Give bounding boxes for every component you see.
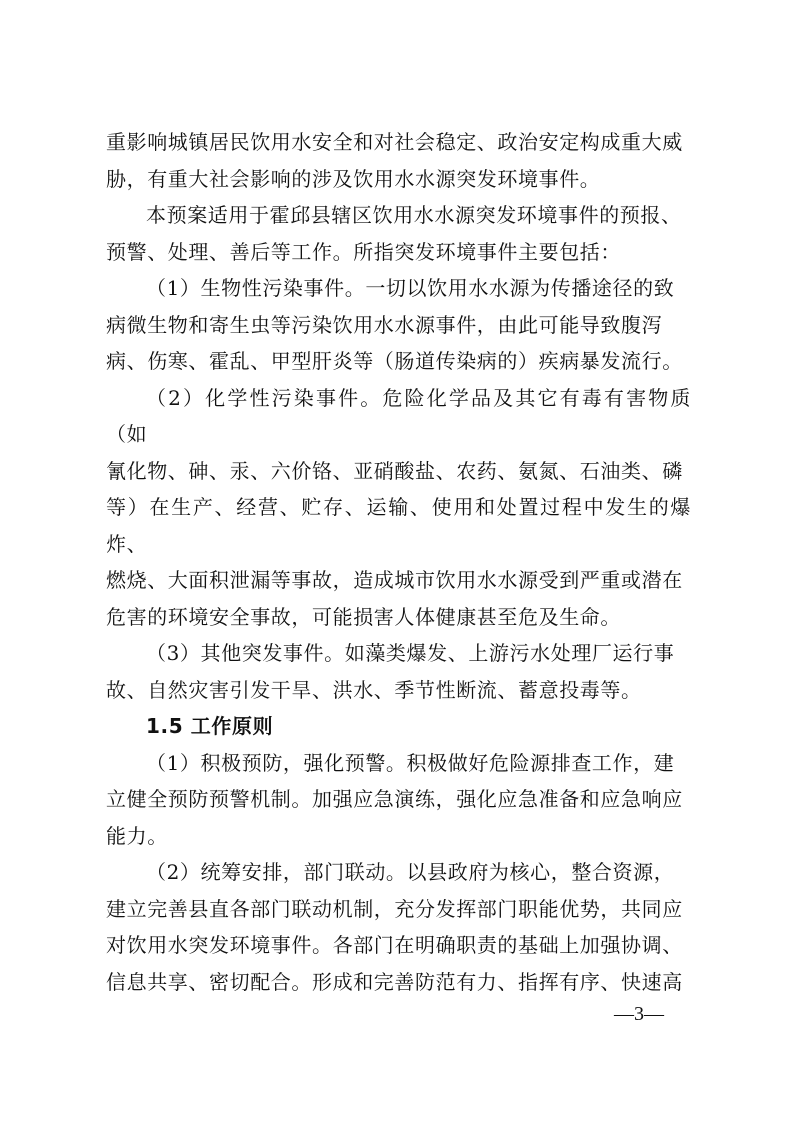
paragraph-continued: 重影响城镇居民饮用水安全和对社会稳定、政治安定构成重大威 胁，有重大社会影响的涉及饮用水水源突发环境事件。 <box>106 130 683 191</box>
paragraph-principle-1: （1）积极预防，强化预警。积极做好危险源排查工作，建 立健全预防预警机制。加强应急演练，强化应急准备和应急响应 能力。 <box>106 750 683 848</box>
paragraph-principle-2: （2）统筹安排，部门联动。以县政府为核心，整合资源， 建立完善县直各部门联动机制，充分发挥部门职能优势，共同应 对饮用水突发环境事件。各部门在明确职责的基础上加强协调、 信息共享、密切配合。形成和完善防范有力、指挥有序、快速高 <box>106 860 683 994</box>
section-heading: 1.5 工作原则 <box>146 714 274 738</box>
paragraph-biological-pollution: （1）生物性污染事件。一切以饮用水水源为传播途径的致 病微生物和寄生虫等污染饮用水水源事件，由此可能导致腹泻 病、伤寒、霍乱、甲型肝炎等（肠道传染病的）疾病暴发流行。 <box>106 276 683 373</box>
paragraph-other-events: （3）其他突发事件。如藻类爆发、上游污水处理厂运行事 故、自然灾害引发干旱、洪水、季节性断流、蓄意投毒等。 <box>106 641 675 702</box>
document-body <box>106 124 691 1000</box>
paragraph-scope: 本预案适用于霍邱县辖区饮用水水源突发环境事件的预报、 预警、处理、善后等工作。所指突发环境事件主要包括： <box>106 203 682 264</box>
page-number: —3— <box>614 1003 664 1025</box>
paragraph-chemical-pollution: （2）化学性污染事件。危险化学品及其它有毒有害物质（如 氰化物、砷、汞、六价铬、亚硝酸盐、农药、氨氮、石油类、磷 等）在生产、经营、贮存、运输、使用和处置过程中发生的爆炸、 燃烧、大面积泄漏等事故，造成城市饮用水水源受到严重或潜在 危害的环境安全事故，可能损害人体健康甚至危及生命。 <box>106 385 691 629</box>
